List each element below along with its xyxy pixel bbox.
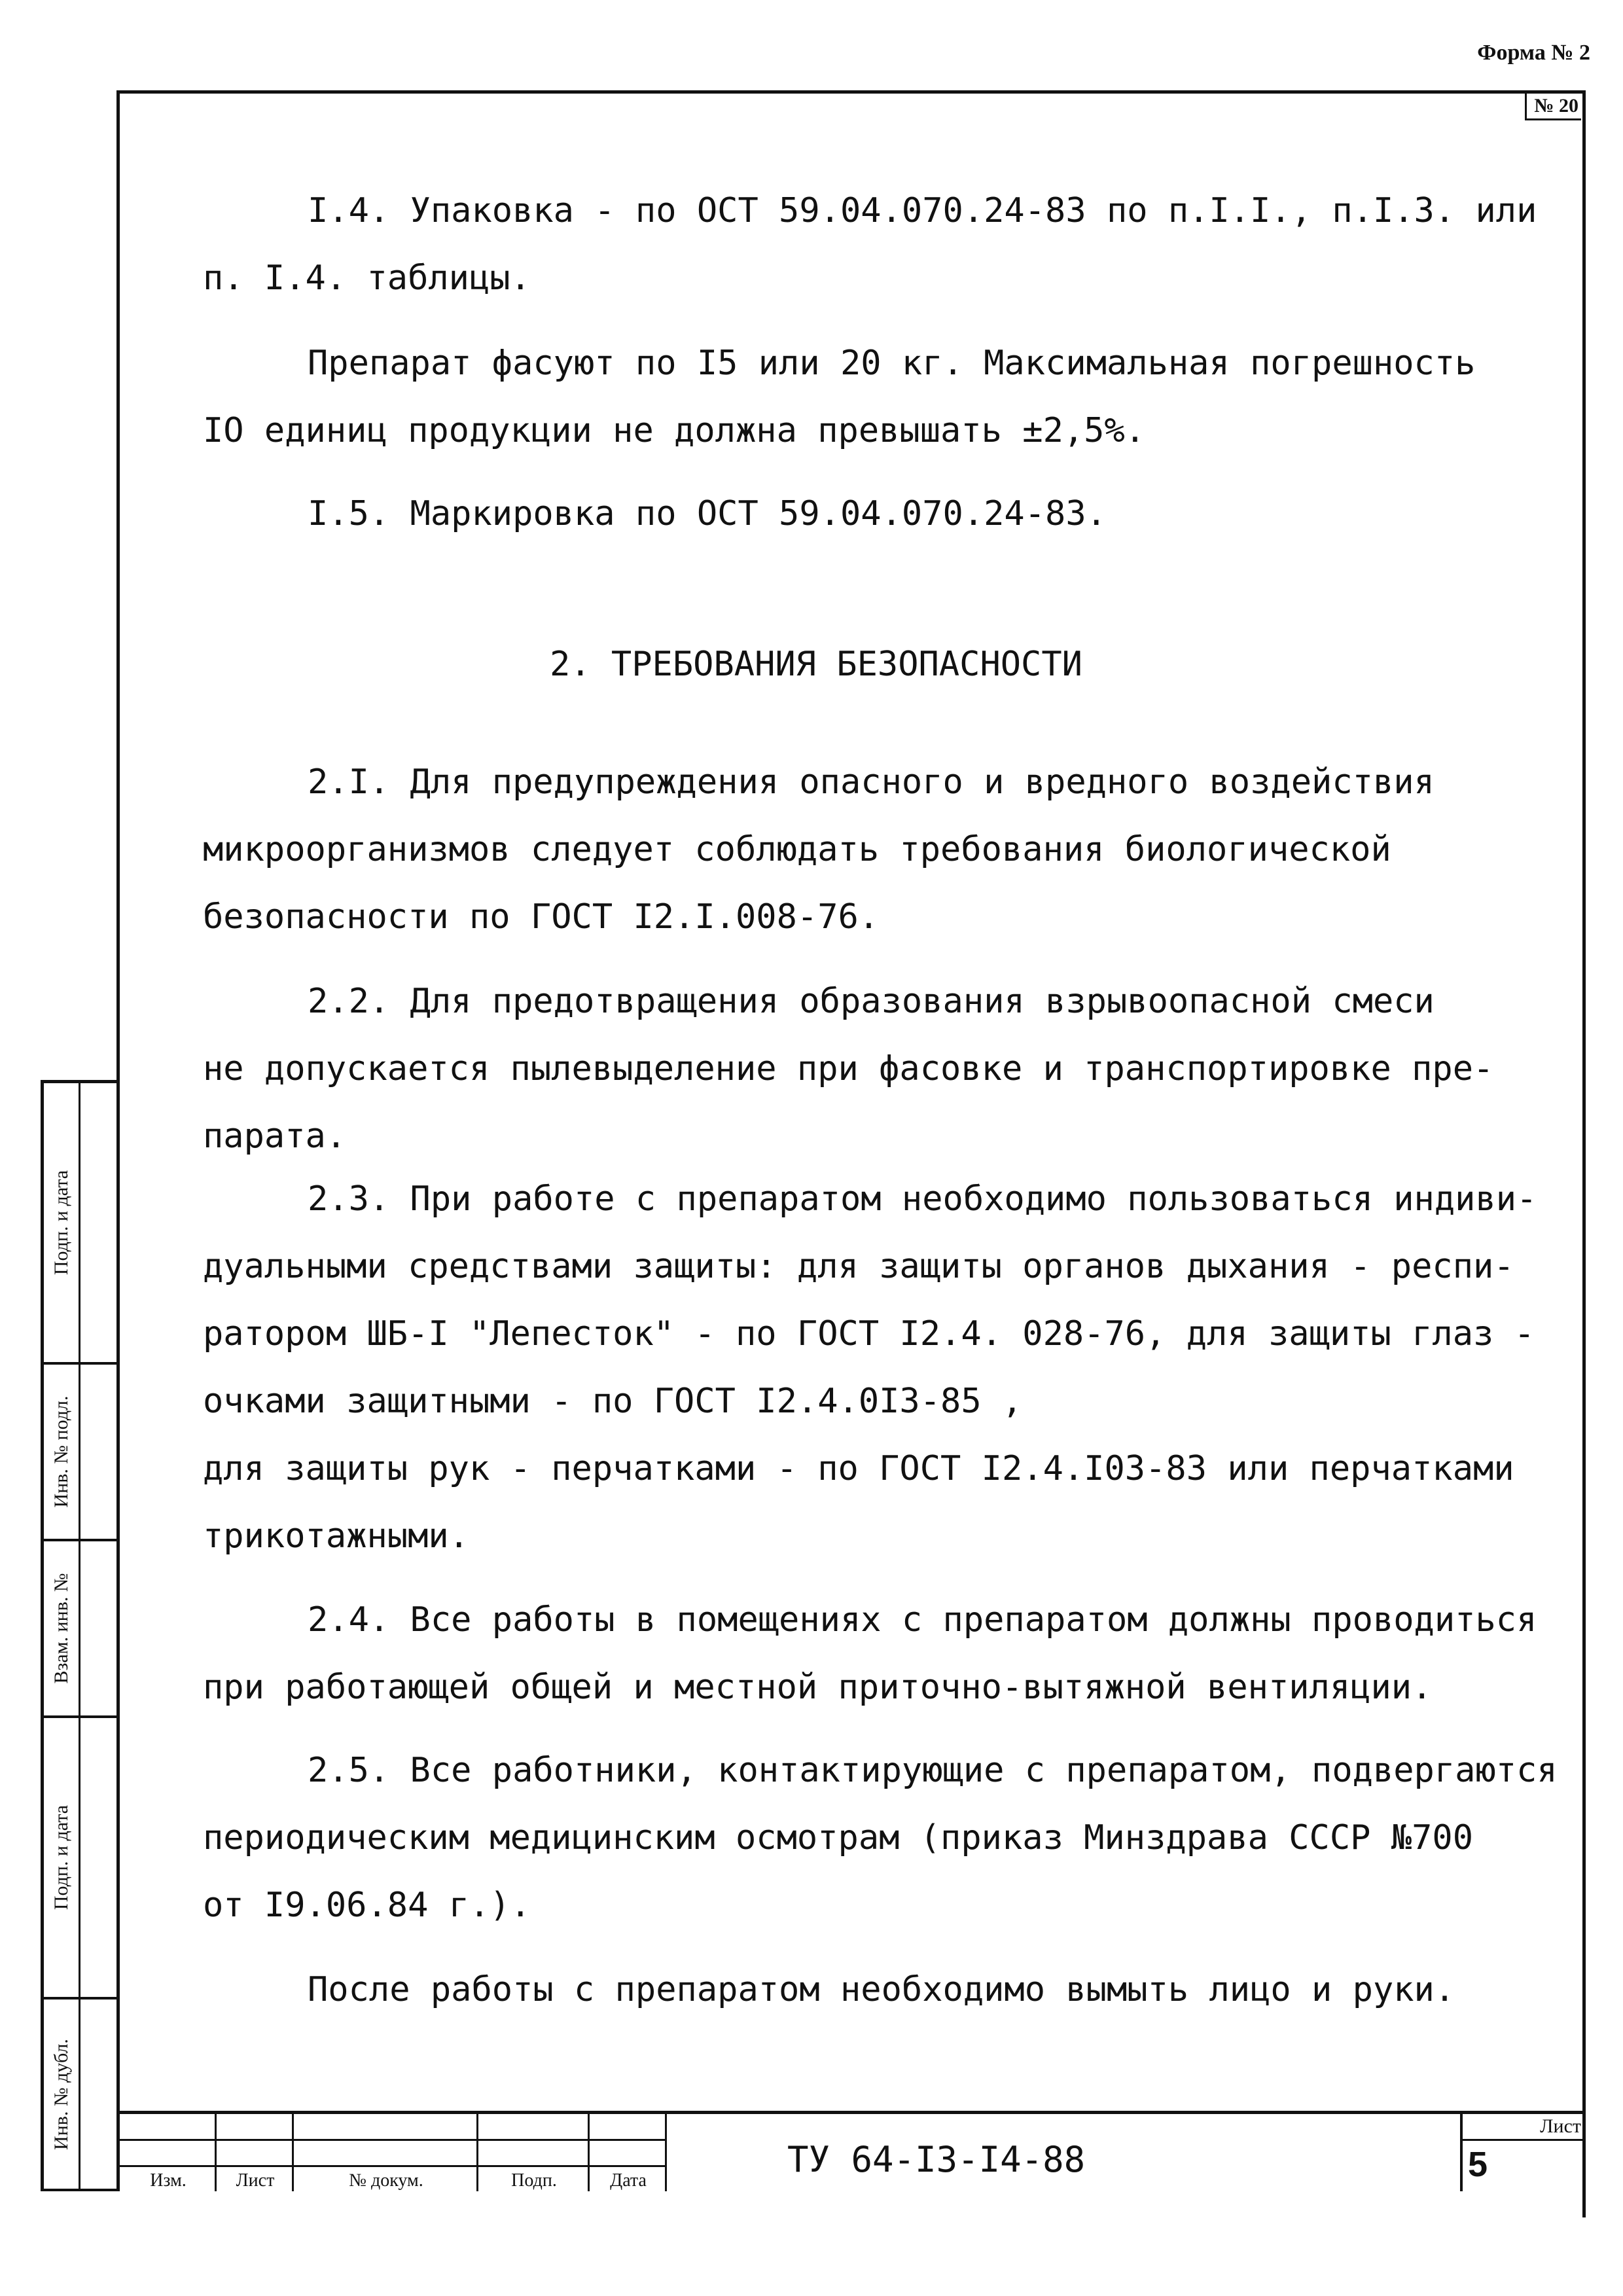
para-2-2-line-3: парата. [203, 1117, 347, 1156]
para-1-5: I.5. Маркировка по ОСТ 59.04.070.24-83. [308, 494, 1107, 533]
side-cell-inv-dup [44, 2000, 116, 2191]
after-work-line: После работы с препаратом необходимо вымыть лицо и руки. [308, 1970, 1455, 2009]
section-heading: 2. ТРЕБОВАНИЯ БЕЗОПАСНОСТИ [550, 645, 1082, 684]
side-cell-inv-orig [44, 1365, 116, 1541]
para-2-3-line-5: для защиты рук - перчатками - по ГОСТ I2.4.I03-83 или перчатками [203, 1449, 1514, 1488]
para-2-3-line-3: ратором ШБ-I "Лепесток" - по ГОСТ I2.4. 028-76, для защиты глаз - [203, 1314, 1535, 1354]
prep-line-2: IO единиц продукции не должна превышать ±2,5%. [203, 411, 1146, 450]
form-number-box: № 20 [1525, 92, 1581, 120]
col-label-date: Дата [610, 2170, 647, 2191]
sheet-label: Лист [1540, 2115, 1581, 2137]
para-2-2-line-2: не допускается пылевыделение при фасовке и транспортировке пре- [203, 1049, 1494, 1088]
para-2-4-line-1: 2.4. Все работы в помещениях с препаратом должны проводиться [308, 1600, 1537, 1640]
form-label: Форма № 2 [1477, 41, 1590, 65]
col-label-sheet: Лист [236, 2170, 275, 2191]
prep-line-1: Препарат фасуют по I5 или 20 кг. Максимальная погрешность [308, 344, 1476, 383]
sheet-number: 5 [1468, 2145, 1488, 2184]
para-1-4-line-1: I.4. Упаковка - по ОСТ 59.04.070.24-83 по п.I.I., п.I.3. или [308, 191, 1537, 230]
side-strip [41, 1080, 116, 2191]
para-2-3-line-1: 2.3. При работе с препаратом необходимо пользоваться индиви- [308, 1179, 1537, 1219]
title-block-stamp [120, 2111, 1582, 2191]
para-2-5-line-3: от I9.06.84 г.). [203, 1886, 531, 1925]
side-cell-replace-inv [44, 1541, 116, 1718]
para-2-1-line-1: 2.I. Для предупреждения опасного и вредного воздействия [308, 762, 1435, 802]
para-2-3-line-4: очками защитными - по ГОСТ I2.4.0I3-85 , [203, 1382, 1023, 1421]
col-label-signature: Подп. [511, 2170, 557, 2191]
document-code: ТУ 64-I3-I4-88 [787, 2139, 1086, 2180]
para-2-5-line-1: 2.5. Все работники, контактирующие с препаратом, подвергаются [308, 1751, 1558, 1790]
para-2-1-line-2: микроорганизмов следует соблюдать требования биологической [203, 830, 1391, 869]
para-2-3-line-6: трикотажными. [203, 1516, 469, 1556]
side-label-sign-date-1: Подп. и дата [50, 1170, 72, 1276]
side-label-sign-date-2: Подп. и дата [50, 1804, 72, 1910]
para-1-4-line-2: п. I.4. таблицы. [203, 259, 531, 298]
para-2-3-line-2: дуальными средствами защиты: для защиты органов дыхания - респи- [203, 1247, 1514, 1286]
para-2-5-line-2: периодическим медицинским осмотрам (приказ Минздрава СССР №700 [203, 1818, 1474, 1857]
side-cell-sign-date-1 [44, 1083, 116, 1365]
para-2-2-line-1: 2.2. Для предотвращения образования взрывоопасной смеси [308, 982, 1435, 1021]
side-cell-sign-date-2 [44, 1718, 116, 2000]
para-2-1-line-3: безопасности по ГОСТ I2.I.008-76. [203, 897, 880, 937]
col-label-doc-no: № докум. [349, 2170, 423, 2191]
side-label-replace-inv: Взам. инв. № [50, 1573, 72, 1684]
para-2-4-line-2: при работающей общей и местной приточно-вытяжной вентиляции. [203, 1668, 1433, 1707]
side-label-inv-orig: Инв. № подл. [50, 1395, 72, 1508]
side-label-inv-dup: Инв. № дубл. [50, 2038, 72, 2150]
col-label-change: Изм. [150, 2170, 187, 2191]
sheet-box [1460, 2114, 1582, 2191]
